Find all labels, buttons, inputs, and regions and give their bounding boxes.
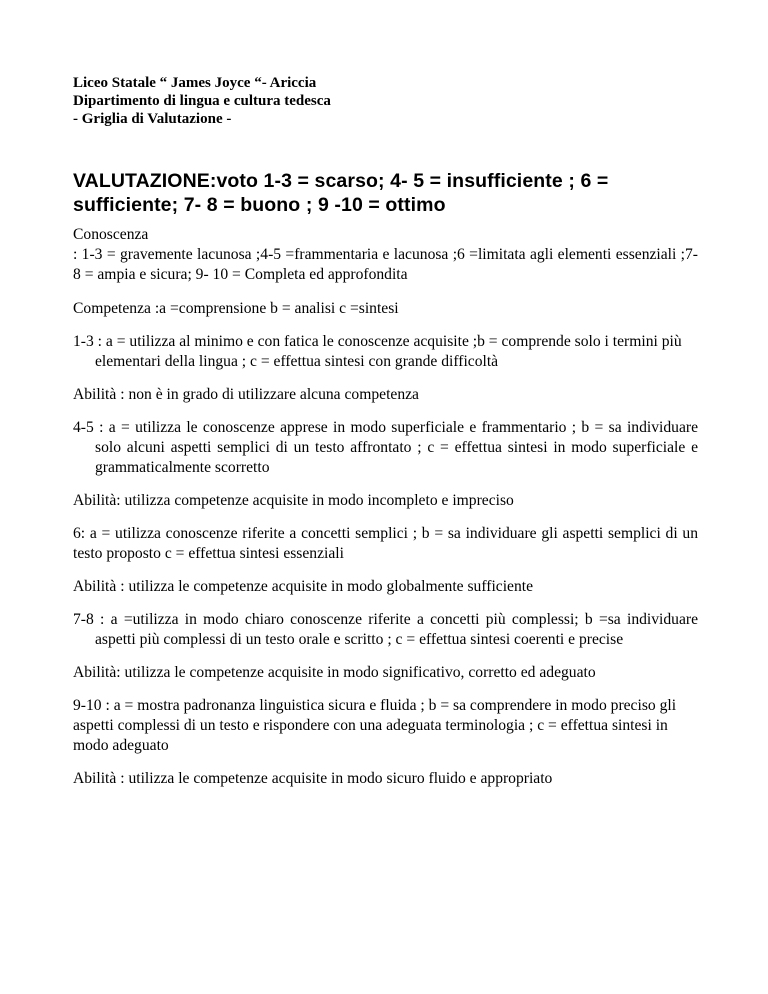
level-1-3-abilita: Abilità : non è in grado di utilizzare alcuna competenza (73, 386, 419, 403)
level-9-10-competenza: 9-10 : a = mostra padronanza linguistica sicura e fluida ; b = sa comprendere in modo preciso gli aspetti complessi di un testo e rispondere con una adeguata terminologia ; c = effettua sintesi in modo adeguato (73, 697, 677, 754)
level-1-3-competenza: 1-3 : a = utilizza al minimo e con fatica le conoscenze acquisite ;b = comprende solo i termini più elementari della lingua ; c = effettua sintesi con grande difficoltà (73, 333, 682, 370)
department-name: Dipartimento di lingua e cultura tedesca (73, 93, 331, 109)
level-9-10-abilita: Abilità : utilizza le competenze acquisite in modo sicuro fluido e appropriato (73, 770, 553, 787)
level-6-competenza: 6: a = utilizza conoscenze riferite a concetti semplici ; b = sa individuare gli aspetti semplici di un testo proposto c = effettua sintesi essenziali (73, 525, 698, 562)
document-title: - Griglia di Valutazione - (73, 111, 232, 127)
school-name: Liceo Statale “ James Joyce “- Ariccia (73, 75, 317, 91)
conoscenza-label: Conoscenza (73, 226, 149, 243)
document-page (73, 74, 698, 789)
grading-scale-heading: VALUTAZIONE:voto 1-3 = scarso; 4- 5 = insufficiente ; 6 = sufficiente; 7- 8 = buono ; 9 -10 = ottimo (73, 170, 609, 216)
level-4-5-competenza: 4-5 : a = utilizza le conoscenze apprese in modo superficiale e frammentario ; b = sa individuare solo alcuni aspetti semplici di un testo affrontato ; c = effettua sintesi in modo superficiale e grammaticalmente scorretto (73, 419, 698, 476)
conoscenza-text: : 1-3 = gravemente lacunosa ;4-5 =frammentaria e lacunosa ;6 =limitata agli elementi essenziali ;7-8 = ampia e sicura; 9- 10 = Completa ed approfondita (73, 246, 698, 283)
competenza-legend: Competenza :a =comprensione b = analisi c =sintesi (73, 300, 399, 317)
level-4-5-abilita: Abilità: utilizza competenze acquisite in modo incompleto e impreciso (73, 492, 514, 509)
level-6-abilita: Abilità : utilizza le competenze acquisite in modo globalmente sufficiente (73, 578, 534, 595)
level-7-8-competenza: 7-8 : a =utilizza in modo chiaro conoscenze riferite a concetti più complessi; b =sa individuare aspetti più complessi di un testo orale e scritto ; c = effettua sintesi coerenti e precise (73, 611, 698, 648)
level-7-8-abilita: Abilità: utilizza le competenze acquisite in modo significativo, corretto ed adeguato (73, 664, 596, 681)
